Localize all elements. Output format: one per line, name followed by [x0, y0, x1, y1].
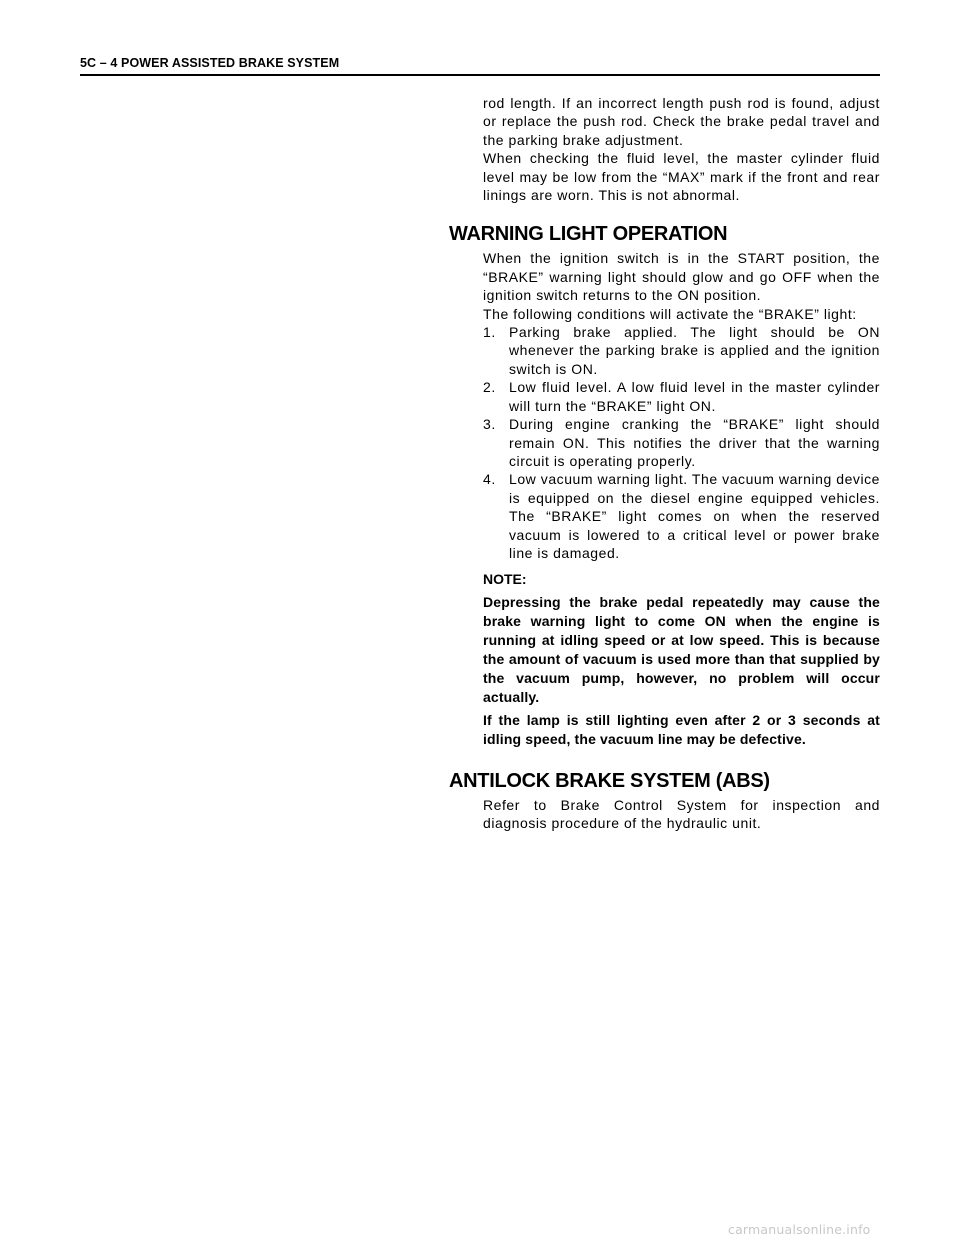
- list-item-text: Low fluid level. A low fluid level in the master cylinder will turn the “BRAKE” light ON.: [509, 379, 880, 414]
- intro-paragraph-1: rod length. If an incorrect length push rod is found, adjust or replace the push rod. Check the brake pedal travel and the parking brake adjustment.: [483, 95, 880, 148]
- list-item: [483, 415, 880, 470]
- note-paragraph-1: Depressing the brake pedal repeatedly may cause the brake warning light to come ON when the engine is running at idling speed or at low speed. This is because the amount of vacuum is used more than that supplied by the vacuum pump, however, no problem will occur actually.: [483, 593, 880, 705]
- page-content: [449, 94, 881, 833]
- intro-paragraph-2: When checking the fluid level, the master cylinder fluid level may be low from the “MAX” mark if the front and rear linings are worn. This is not abnormal.: [483, 150, 880, 204]
- section-heading-warning-light: WARNING LIGHT OPERATION: [449, 223, 728, 246]
- list-item-number: 4.: [483, 471, 496, 488]
- watermark-text: carmanualsonline.info: [728, 1222, 871, 1237]
- list-item-number: 2.: [483, 379, 496, 396]
- list-item: [483, 470, 880, 562]
- list-item-text: During engine cranking the “BRAKE” light should remain ON. This notifies the driver that the warning circuit is operating properly.: [509, 416, 880, 469]
- condition-list: [483, 323, 880, 562]
- list-item-number: 3.: [483, 416, 496, 433]
- warning-paragraph-2: The following conditions will activate the “BRAKE” light:: [483, 305, 857, 322]
- list-item-number: 1.: [483, 324, 496, 341]
- list-item-text: Low vacuum warning light. The vacuum warning device is equipped on the diesel engine equipped vehicles. The “BRAKE” light comes on when the reserved vacuum is lowered to a critical level or power brake line is damaged.: [509, 471, 880, 561]
- note-paragraph-2: If the lamp is still lighting even after 2 or 3 seconds at idling speed, the vacuum line may be defective.: [483, 711, 880, 747]
- warning-paragraph-1: When the ignition switch is in the START position, the “BRAKE” warning light should glow and go OFF when the ignition switch returns to the ON position.: [483, 250, 880, 304]
- header-rule: [80, 74, 880, 76]
- abs-paragraph-1: Refer to Brake Control System for inspection and diagnosis procedure of the hydraulic unit.: [483, 796, 880, 832]
- list-item-text: Parking brake applied. The light should be ON whenever the parking brake is applied and the ignition switch is ON.: [509, 324, 880, 377]
- note-label: NOTE:: [483, 571, 527, 588]
- list-item: [483, 323, 880, 378]
- page-header: 5C – 4 POWER ASSISTED BRAKE SYSTEM: [80, 56, 340, 70]
- section-heading-abs: ANTILOCK BRAKE SYSTEM (ABS): [449, 769, 770, 792]
- list-item: [483, 378, 880, 415]
